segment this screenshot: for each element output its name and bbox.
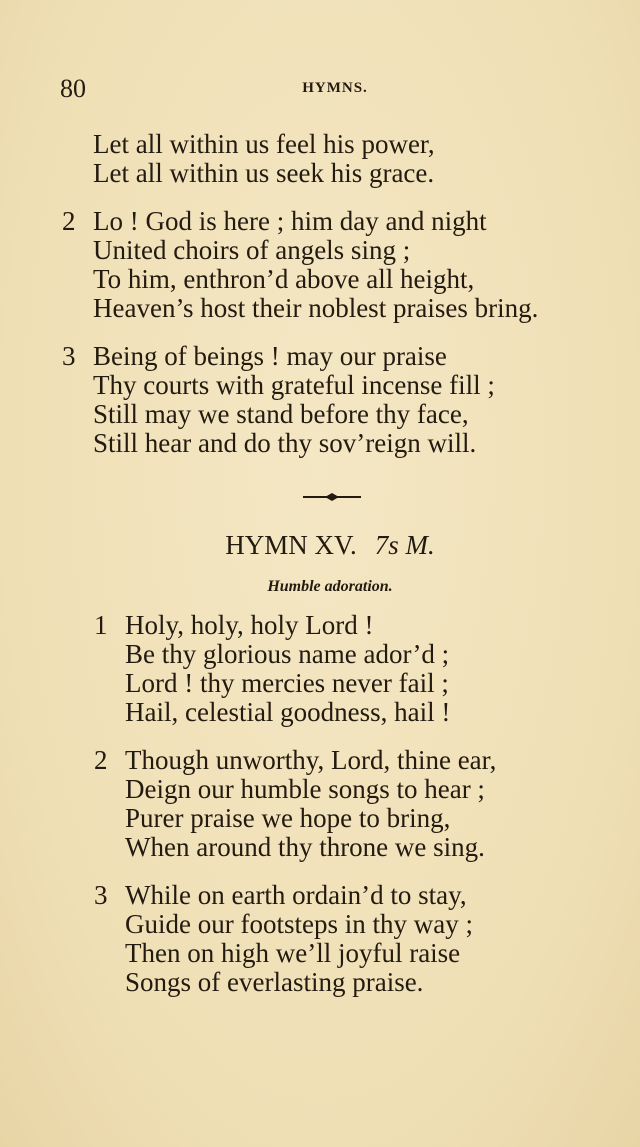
stanza: [93, 130, 538, 188]
verse-line: Hail, celestial goodness, hail !: [125, 697, 451, 727]
verse-line: Let all within us seek his grace.: [93, 158, 435, 188]
verse-line: Heaven’s host their noblest praises bring.: [93, 293, 539, 323]
hymn-xv-text: [94, 610, 497, 1016]
verse-line: Then on high we’ll joyful raise: [125, 938, 461, 968]
running-head: HYMNS.: [302, 80, 368, 96]
verse-line: Lo ! God is here ; him day and night: [93, 206, 487, 236]
stanza-number: 2: [62, 206, 76, 236]
stanza: [94, 610, 496, 727]
verse-line: While on earth ordain’d to stay,: [125, 880, 467, 910]
previous-hymn-ending: [62, 129, 539, 477]
verse-line: Holy, holy, holy Lord !: [125, 610, 374, 640]
verse-line: Purer praise we hope to bring,: [125, 803, 451, 833]
hymn-number: HYMN XV.: [225, 530, 357, 560]
stanza-number: 2: [94, 745, 108, 775]
hymn-title: [0, 530, 640, 561]
verse-line: Still hear and do thy sov’reign will.: [93, 428, 477, 458]
verse-line: Be thy glorious name ador’d ;: [125, 639, 450, 669]
verse-line: United choirs of angels sing ;: [93, 235, 411, 265]
page-number: 80: [60, 74, 86, 103]
verse-line: When around thy throne we sing.: [125, 832, 485, 862]
verse-line: Still may we stand before thy face,: [93, 399, 469, 429]
verse-line: Thy courts with grateful incense fill ;: [93, 370, 495, 400]
stanza-number: 1: [94, 610, 108, 640]
verse-line: Deign our humble songs to hear ;: [125, 774, 485, 804]
stanza: [94, 880, 496, 997]
ornament-divider-icon: [303, 490, 361, 504]
verse-line: Songs of everlasting praise.: [125, 967, 424, 997]
hymn-subtitle: Humble adoration.: [267, 578, 393, 595]
stanza-number: 3: [62, 341, 76, 371]
verse-line: Let all within us feel his power,: [93, 129, 435, 159]
verse-line: Guide our footsteps in thy way ;: [125, 909, 473, 939]
stanza: [62, 341, 538, 458]
stanza-number: 3: [94, 880, 108, 910]
hymn-meter: 7s M.: [374, 530, 435, 560]
verse-line: Lord ! thy mercies never fail ;: [125, 668, 449, 698]
verse-line: To him, enthron’d above all height,: [93, 264, 475, 294]
stanza: [62, 206, 539, 323]
verse-line: Though unworthy, Lord, thine ear,: [125, 745, 497, 775]
verse-line: Being of beings ! may our praise: [93, 341, 447, 371]
stanza: [94, 745, 497, 862]
